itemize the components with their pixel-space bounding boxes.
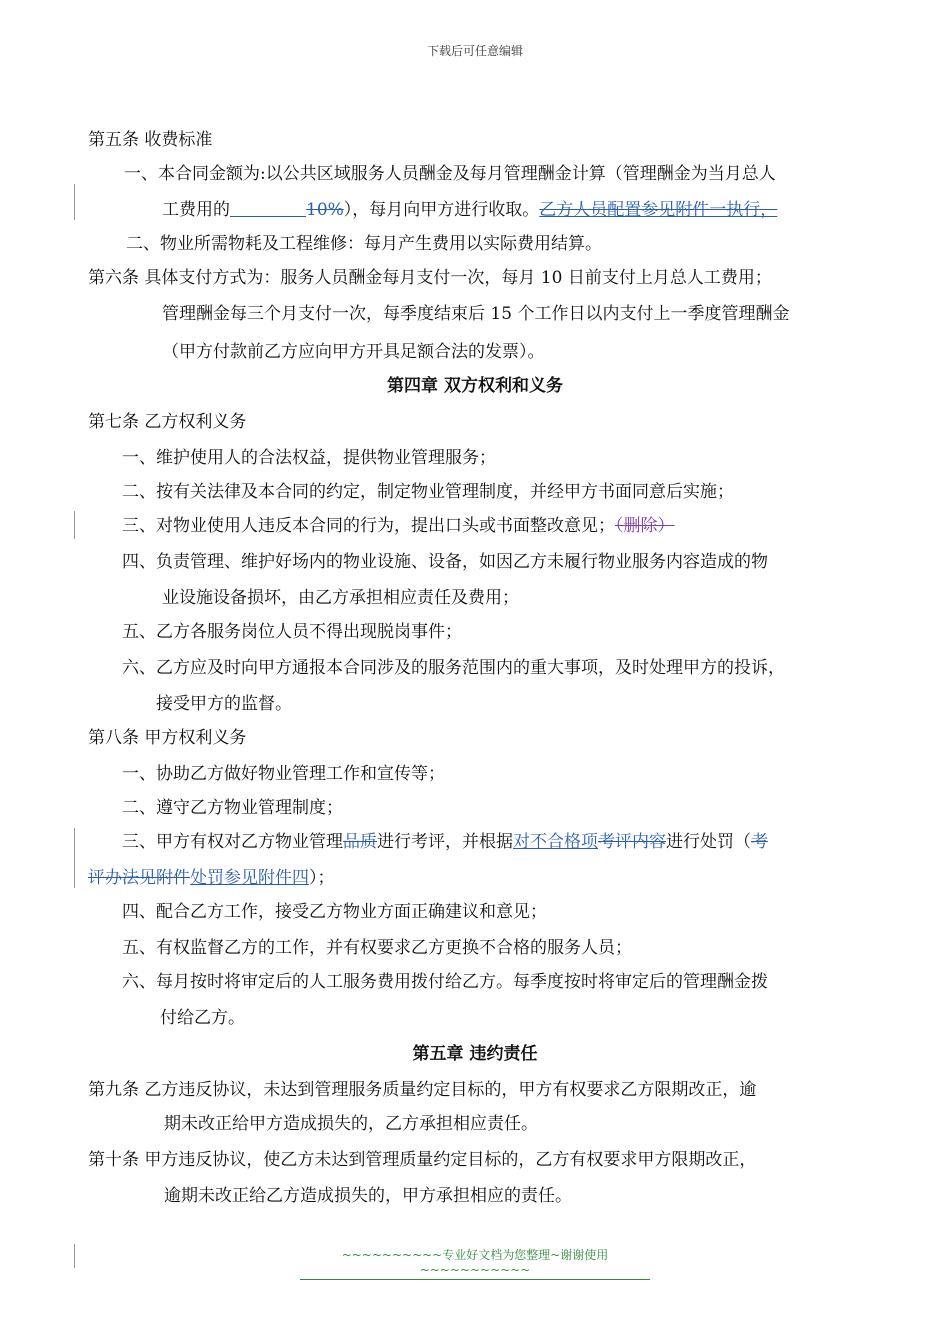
text-run: 进行考评，并根据 <box>377 832 513 852</box>
article-10: 第十条 甲方违反协议，使乙方未达到管理质量约定目标的，乙方有权要求甲方限期改正， <box>88 1150 757 1170</box>
deleted-text: 10% <box>306 200 344 220</box>
paragraph-line: 期未改正给甲方造成损失的，乙方承担相应责任。 <box>164 1114 538 1134</box>
paragraph-line: （甲方付款前乙方应向甲方开具足额合法的发票）。 <box>162 342 545 362</box>
change-bar <box>74 828 75 888</box>
text-run: 进行处罚（ <box>666 832 751 852</box>
deleted-text: 品质 <box>343 832 377 852</box>
paragraph-line: 付给乙方。 <box>160 1008 245 1028</box>
deleted-text: 评办法见附件 <box>88 868 190 888</box>
text-run: 工费用的 <box>162 200 230 220</box>
paragraph-line: 管理酬金每三个月支付一次，每季度结束后 15 个工作日以内支付上一季度管理酬金 <box>162 304 790 324</box>
paragraph-line <box>88 866 335 890</box>
deleted-text: （删除） <box>615 516 675 536</box>
paragraph-line: 一、维护使用人的合法权益，提供物业管理服务； <box>122 448 496 468</box>
revised-text: 乙方人员配置参见附件一执行， <box>539 200 778 220</box>
page-footer: ~~~~~~~~~~专业好文档为您整理~谢谢使用~~~~~~~~~~~ <box>300 1246 650 1280</box>
change-bar <box>74 1244 75 1268</box>
paragraph-line: 六、每月按时将审定后的人工服务费用拨付给乙方。每季度按时将审定后的管理酬金拨 <box>122 972 768 992</box>
deleted-text: 考 <box>751 832 768 852</box>
paragraph-line: 四、负责管理、维护好场内的物业设施、设备，如因乙方未履行物业服务内容造成的物 <box>122 552 768 572</box>
article-7-title: 第七条 乙方权利义务 <box>88 412 247 432</box>
article-6: 第六条 具体支付方式为：服务人员酬金每月支付一次，每月 10 日前支付上月总人工费用； <box>88 268 772 288</box>
change-bar <box>74 511 75 539</box>
paragraph-line: 二、遵守乙方物业管理制度； <box>122 798 343 818</box>
text-run: 三、甲方有权对乙方物业管理 <box>122 832 343 852</box>
inserted-text: 对不合格项 <box>513 832 598 852</box>
paragraph-line: 六、乙方应及时向甲方通报本合同涉及的服务范围内的重大事项，及时处理甲方的投诉， <box>122 658 785 678</box>
paragraph-line: 五、乙方各服务岗位人员不得出现脱岗事件； <box>122 622 462 642</box>
change-bar <box>74 184 75 220</box>
paragraph-line <box>122 830 768 854</box>
paragraph-line: 逾期未改正给乙方造成损失的，甲方承担相应的责任。 <box>164 1186 572 1206</box>
paragraph-line <box>122 514 675 538</box>
article-8-title: 第八条 甲方权利义务 <box>88 728 247 748</box>
article-9: 第九条 乙方违反协议，未达到管理服务质量约定目标的，甲方有权要求乙方限期改正，逾 <box>88 1080 757 1100</box>
chapter-5-heading: 第五章 违约责任 <box>412 1044 538 1064</box>
paragraph-line: 业设施设备损坏，由乙方承担相应责任及费用； <box>162 588 519 608</box>
paragraph-line: 二、物业所需物耗及工程维修：每月产生费用以实际费用结算。 <box>126 234 602 254</box>
paragraph-line <box>162 198 777 222</box>
chapter-4-heading: 第四章 双方权利和义务 <box>387 376 563 396</box>
text-run: ），每月向甲方进行收取。 <box>343 200 540 220</box>
paragraph-line: 接受甲方的监督。 <box>156 694 292 714</box>
deleted-text: 考评内容 <box>598 832 666 852</box>
paragraph-line: 一、本合同金额为:以公共区域服务人员酬金及每月管理酬金计算（管理酬金为当月总人 <box>124 164 776 184</box>
paragraph-line: 五、有权监督乙方的工作，并有权要求乙方更换不合格的服务人员； <box>122 938 632 958</box>
blank-underline <box>230 198 306 217</box>
inserted-text: 处罚参见附件四 <box>190 868 309 888</box>
paragraph-line: 二、按有关法律及本合同的约定，制定物业管理制度，并经甲方书面同意后实施； <box>122 482 734 502</box>
text-run: ）； <box>309 868 335 888</box>
article-5-title: 第五条 收费标准 <box>88 130 213 150</box>
page-header: 下载后可任意编辑 <box>426 44 523 58</box>
paragraph-line: 一、协助乙方做好物业管理工作和宣传等； <box>122 764 445 784</box>
text-run: 三、对物业使用人违反本合同的行为，提出口头或书面整改意见； <box>122 516 615 536</box>
paragraph-line: 四、配合乙方工作，接受乙方物业方面正确建议和意见； <box>122 902 547 922</box>
